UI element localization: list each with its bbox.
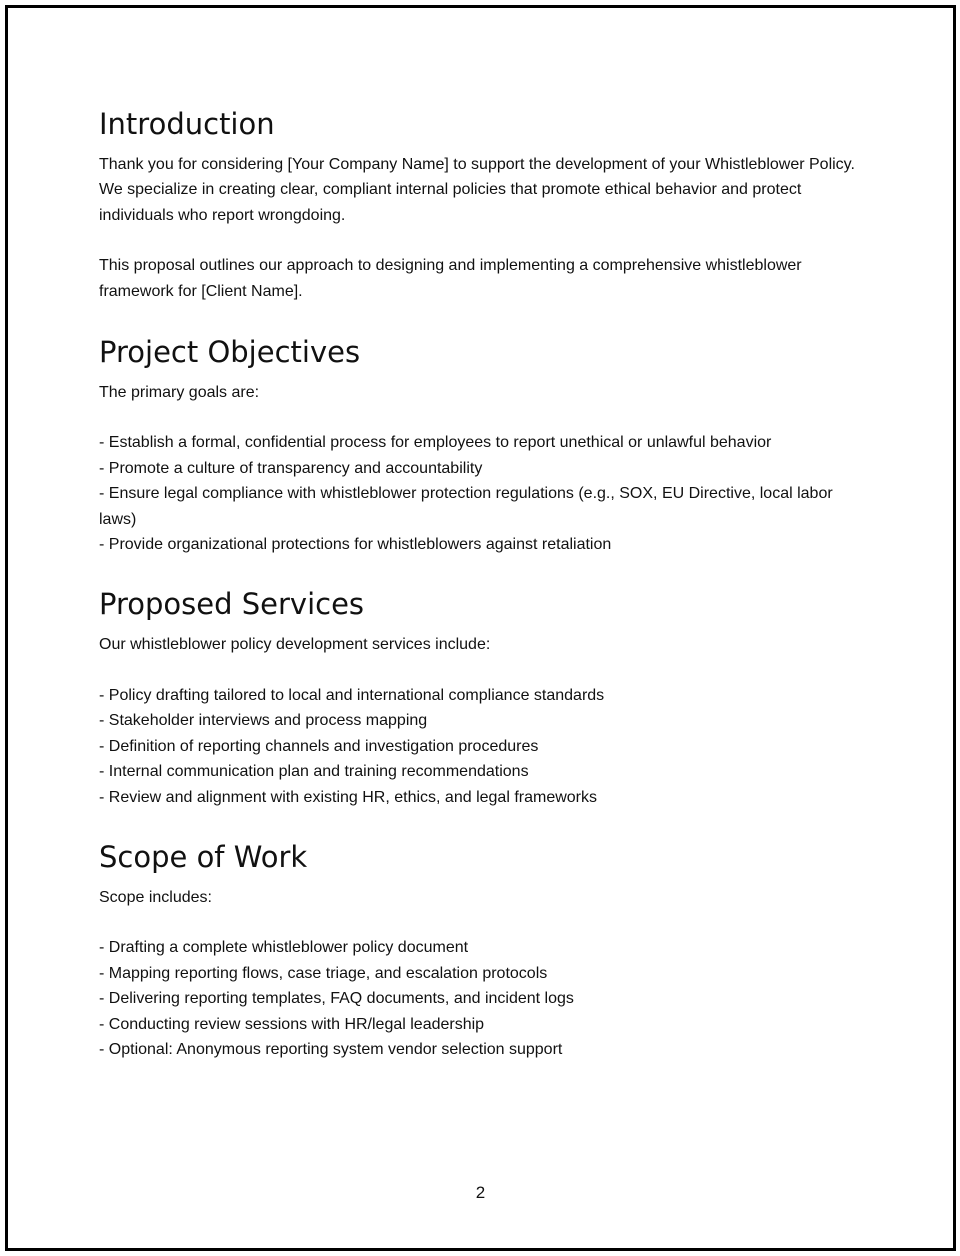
objectives-heading: Project Objectives: [99, 335, 361, 370]
list-item: - Ensure legal compliance with whistleblower protection regulations (e.g., SOX, EU Directive, local labor laws): [99, 485, 833, 528]
services-heading: Proposed Services: [99, 587, 365, 622]
list-item: - Conducting review sessions with HR/legal leadership: [99, 1015, 485, 1033]
page-number: 2: [475, 1183, 486, 1202]
scope-section: [99, 837, 869, 1062]
introduction-section: [99, 104, 869, 304]
services-intro: Our whistleblower policy development services include:: [99, 636, 491, 654]
list-item: - Delivering reporting templates, FAQ documents, and incident logs: [99, 990, 574, 1008]
list-item: - Internal communication plan and training recommendations: [99, 763, 529, 781]
introduction-paragraph: Thank you for considering [Your Company Name] to support the development of your Whistleblower Policy. We specialize in creating clear, compliant internal policies that promote ethical behavior and protect individuals who report wrongdoing.: [99, 156, 855, 224]
objectives-section: [99, 332, 869, 557]
document-page: [5, 5, 956, 1251]
list-item: - Establish a formal, confidential process for employees to report unethical or unlawful behavior: [99, 434, 772, 452]
introduction-paragraph: This proposal outlines our approach to designing and implementing a comprehensive whistleblower framework for [Client Name].: [99, 257, 802, 300]
objectives-intro: The primary goals are:: [99, 384, 260, 402]
list-item: - Drafting a complete whistleblower policy document: [99, 939, 469, 957]
scope-intro: Scope includes:: [99, 888, 212, 906]
list-item: - Stakeholder interviews and process mapping: [99, 712, 428, 730]
services-section: [99, 584, 869, 809]
list-item: - Optional: Anonymous reporting system vendor selection support: [99, 1040, 563, 1058]
introduction-heading: Introduction: [99, 107, 275, 141]
list-item: - Mapping reporting flows, case triage, and escalation protocols: [99, 964, 548, 982]
scope-list: [99, 935, 869, 1062]
objectives-list: [99, 430, 869, 557]
list-item: - Provide organizational protections for whistleblowers against retaliation: [99, 536, 612, 554]
list-item: - Policy drafting tailored to local and international compliance standards: [99, 686, 605, 704]
page-content: [99, 104, 869, 1062]
list-item: - Promote a culture of transparency and accountability: [99, 459, 483, 477]
list-item: - Definition of reporting channels and investigation procedures: [99, 737, 539, 755]
services-list: [99, 683, 869, 810]
list-item: - Review and alignment with existing HR, ethics, and legal frameworks: [99, 788, 597, 806]
scope-heading: Scope of Work: [99, 839, 308, 874]
